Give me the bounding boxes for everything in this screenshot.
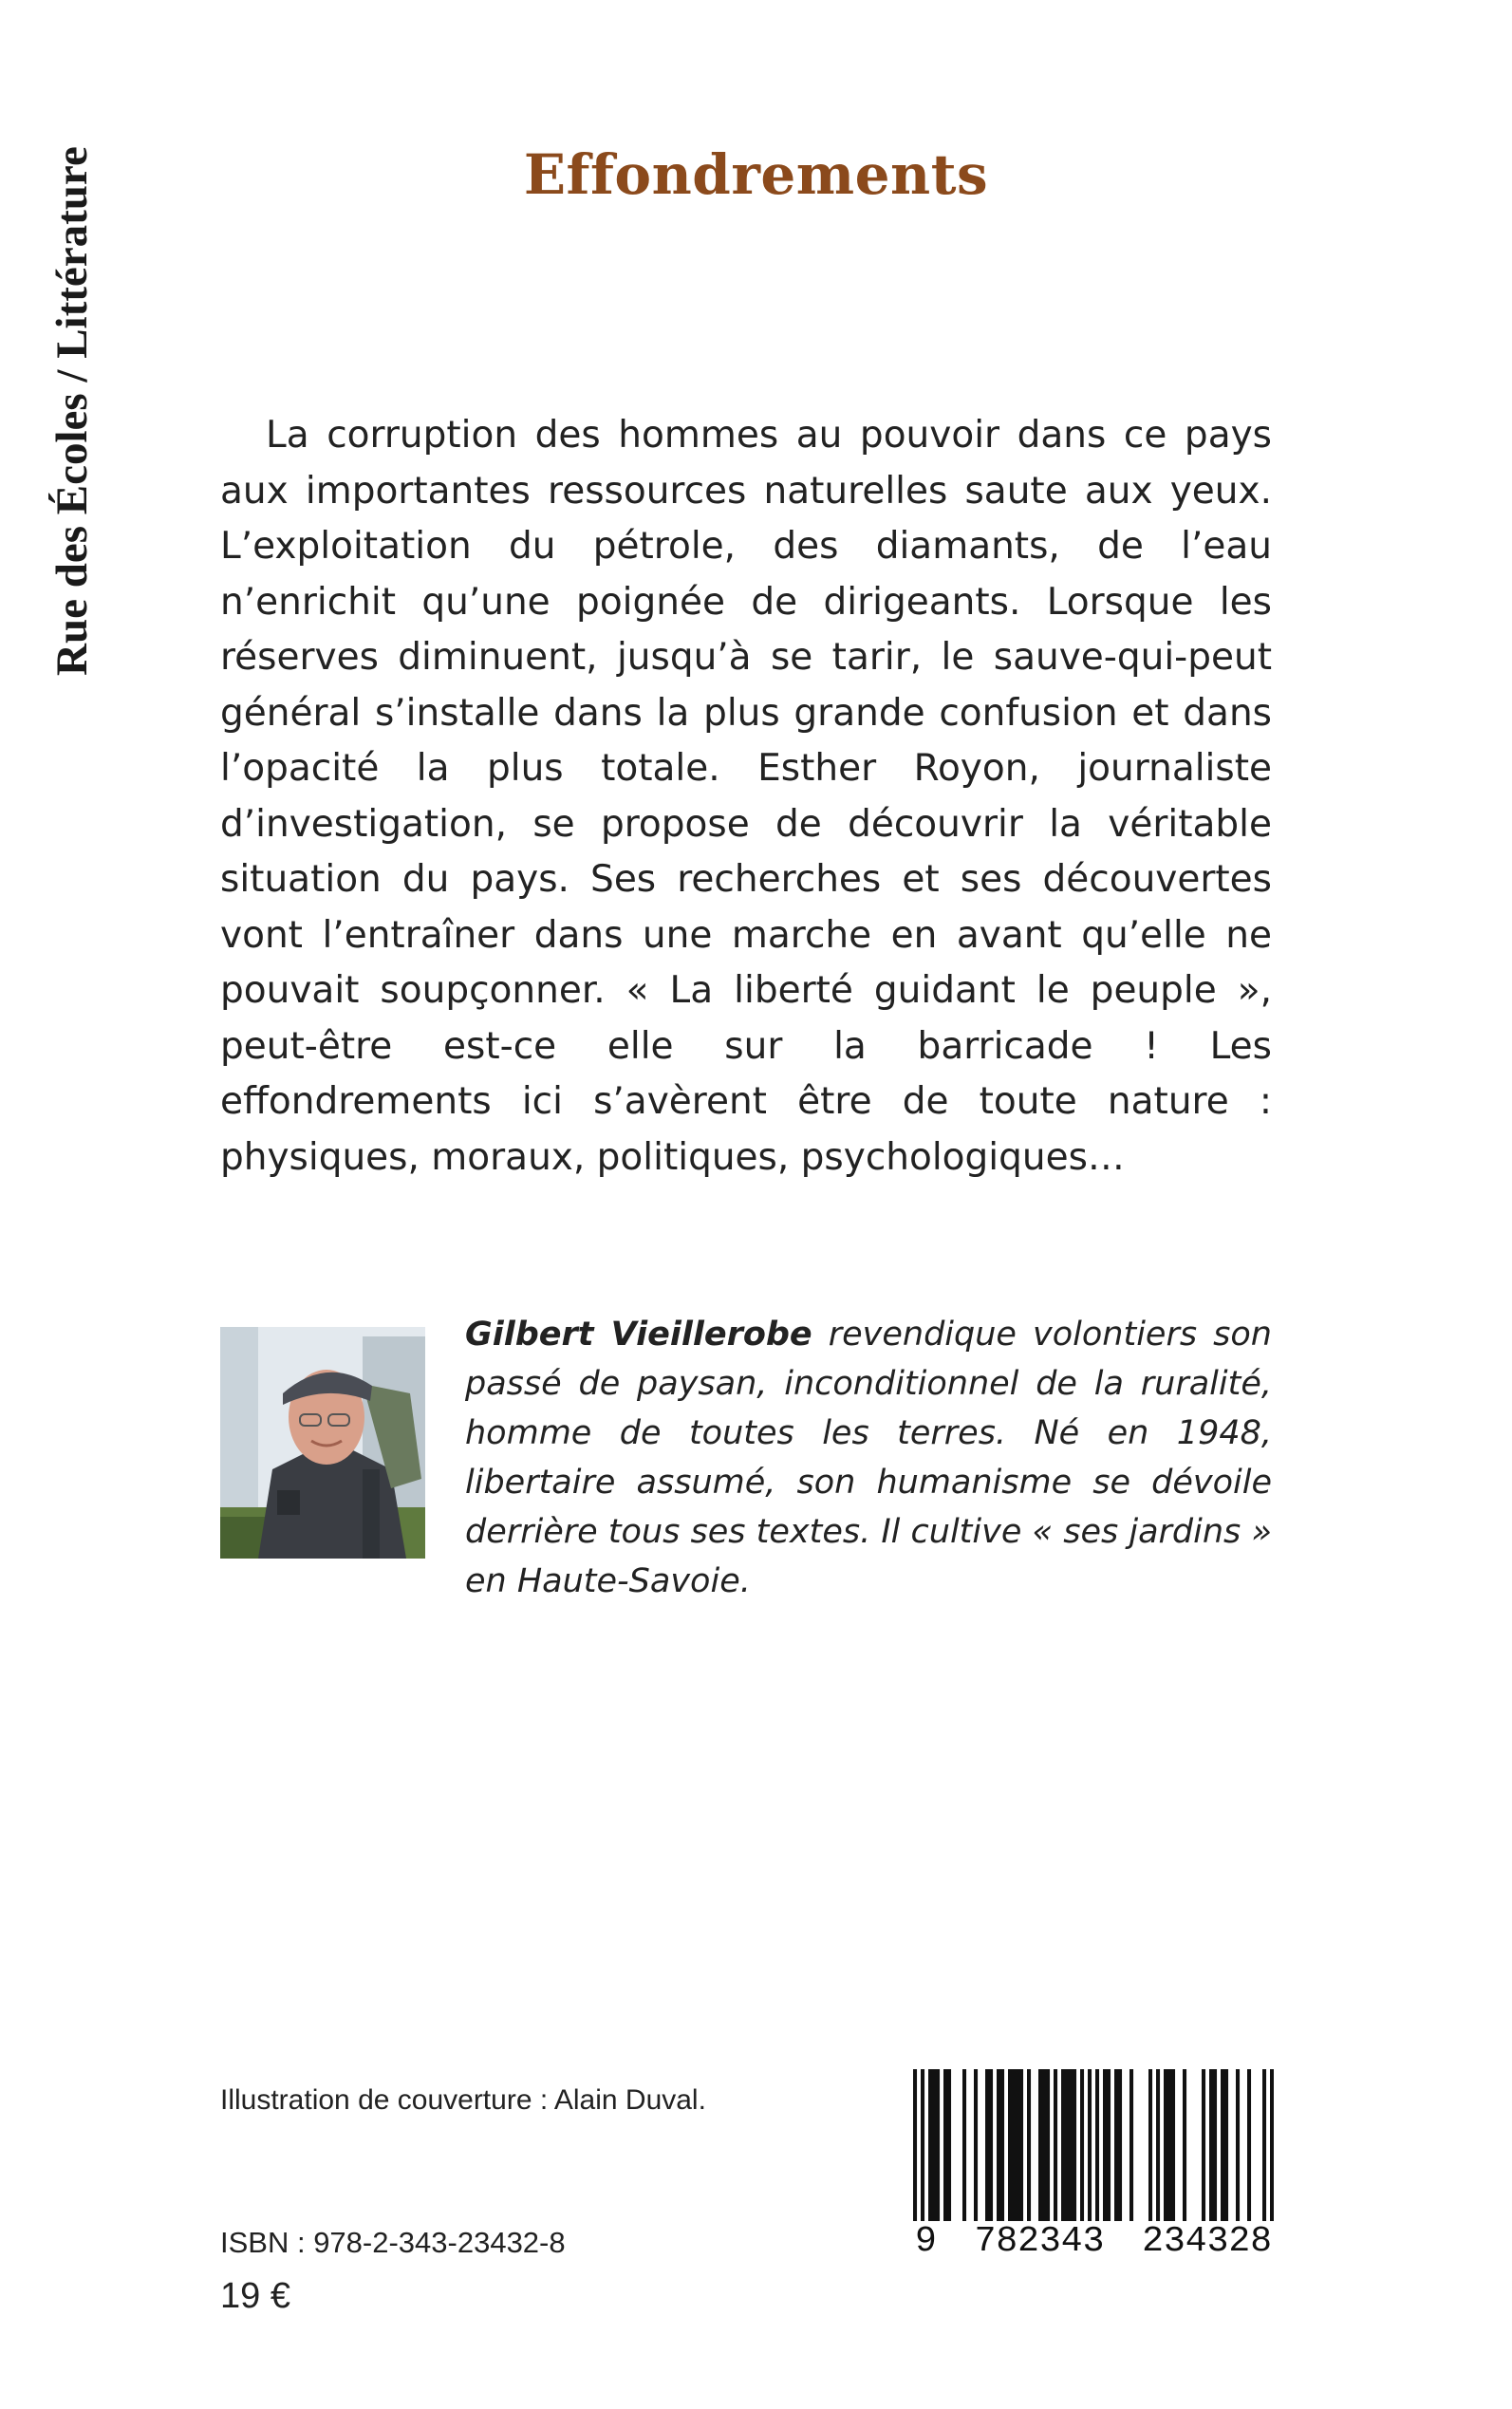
barcode-bars [913, 2069, 1274, 2221]
book-title: Effondrements [523, 142, 989, 207]
author-bio [465, 1310, 1272, 1606]
barcode-bar [1202, 2069, 1205, 2221]
cover-illustration-credit: Illustration de couverture : Alain Duval. [220, 2084, 706, 2116]
barcode-bar [1221, 2069, 1224, 2221]
barcode-bar [913, 2069, 917, 2221]
price: 19 € [220, 2276, 290, 2316]
barcode-first-digit: 9 [915, 2221, 937, 2262]
barcode-bar [1012, 2069, 1016, 2221]
barcode-bar [1183, 2069, 1186, 2221]
barcode-bar [947, 2069, 951, 2221]
barcode-bar [932, 2069, 936, 2221]
barcode-bar [1088, 2069, 1092, 2221]
barcode-bar [1019, 2069, 1023, 2221]
barcode-bar [974, 2069, 978, 2221]
barcode-bar [1107, 2069, 1111, 2221]
book-summary: La corruption des hommes au pouvoir dans ce pays aux importantes ressources naturelles saute aux yeux. L’exploitation du pétrole, des diamants, de l’eau n’enrichit qu’une poignée de dirigeants. Lorsque les réserves diminuent, jusqu’à se tarir, le sauve-qui-peut général s’installe dans la plus grande confusion et dans l’opacité la plus totale. Esther Royon, journaliste d’investigation, se propose de découvrir la véritable situation du pays. Ses recherches et ses découvertes vont l’entraîner dans une marche en avant qu’elle ne pouvait soupçonner. « La liberté guidant le peuple », peut-être est-ce elle sur la barricade ! Les effondrements ici s’avèrent être de toute nature : physiques, moraux, politiques, psychologiques… [220, 414, 1272, 1179]
barcode-bar [1171, 2069, 1175, 2221]
barcode-bar [1167, 2069, 1171, 2221]
barcode-bar [1114, 2069, 1118, 2221]
barcode-bar [1069, 2069, 1073, 2221]
barcode-bar [1270, 2069, 1274, 2221]
barcode-bar [1016, 2069, 1019, 2221]
barcode-bar [1073, 2069, 1076, 2221]
barcode-bar [989, 2069, 993, 2221]
barcode-bar [1061, 2069, 1065, 2221]
barcode-bar [1095, 2069, 1099, 2221]
barcode-bar [1262, 2069, 1266, 2221]
barcode-bar [1209, 2069, 1213, 2221]
barcode-bar [943, 2069, 947, 2221]
barcode-bar [928, 2069, 932, 2221]
barcode-bar [1008, 2069, 1012, 2221]
barcode-bar [1000, 2069, 1004, 2221]
barcode-right-group: 234328 [1142, 2221, 1272, 2262]
barcode-bar [962, 2069, 966, 2221]
barcode-bar [1054, 2069, 1057, 2221]
spine-collection-label: Rue des Écoles / Littérature [47, 146, 97, 676]
barcode-bar [1236, 2069, 1240, 2221]
barcode-bar [1046, 2069, 1050, 2221]
barcode-bar [1080, 2069, 1084, 2221]
barcode-bar [1129, 2069, 1133, 2221]
barcode-bar [985, 2069, 989, 2221]
barcode-bar [1156, 2069, 1160, 2221]
isbn: ISBN : 978-2-343-23432-8 [220, 2226, 566, 2259]
author-bio-text: revendique volontiers son passé de paysan, inconditionnel de la ruralité, homme de toutes les terres. Né en 1948, libertaire assumé, son humanisme se dévoile derrière tous ses textes. Il cultive « ses jardins » en Haute-Savoie. [465, 1316, 1272, 1600]
barcode-bar [1224, 2069, 1228, 2221]
barcode [913, 2069, 1274, 2263]
barcode-bar [936, 2069, 940, 2221]
barcode-bar [1065, 2069, 1069, 2221]
barcode-bar [1148, 2069, 1152, 2221]
barcode-bar [1164, 2069, 1167, 2221]
barcode-bar [1042, 2069, 1046, 2221]
barcode-bar [1118, 2069, 1122, 2221]
barcode-left-group: 782343 [974, 2221, 1105, 2262]
barcode-bar [1027, 2069, 1031, 2221]
barcode-bar [1038, 2069, 1042, 2221]
barcode-bar [997, 2069, 1000, 2221]
author-photo [220, 1327, 425, 1559]
barcode-bar [921, 2069, 924, 2221]
barcode-bar [1213, 2069, 1217, 2221]
author-name: Gilbert Vieillerobe [465, 1316, 812, 1354]
barcode-number [913, 2221, 1274, 2263]
barcode-bar [1247, 2069, 1251, 2221]
barcode-bar [1103, 2069, 1107, 2221]
